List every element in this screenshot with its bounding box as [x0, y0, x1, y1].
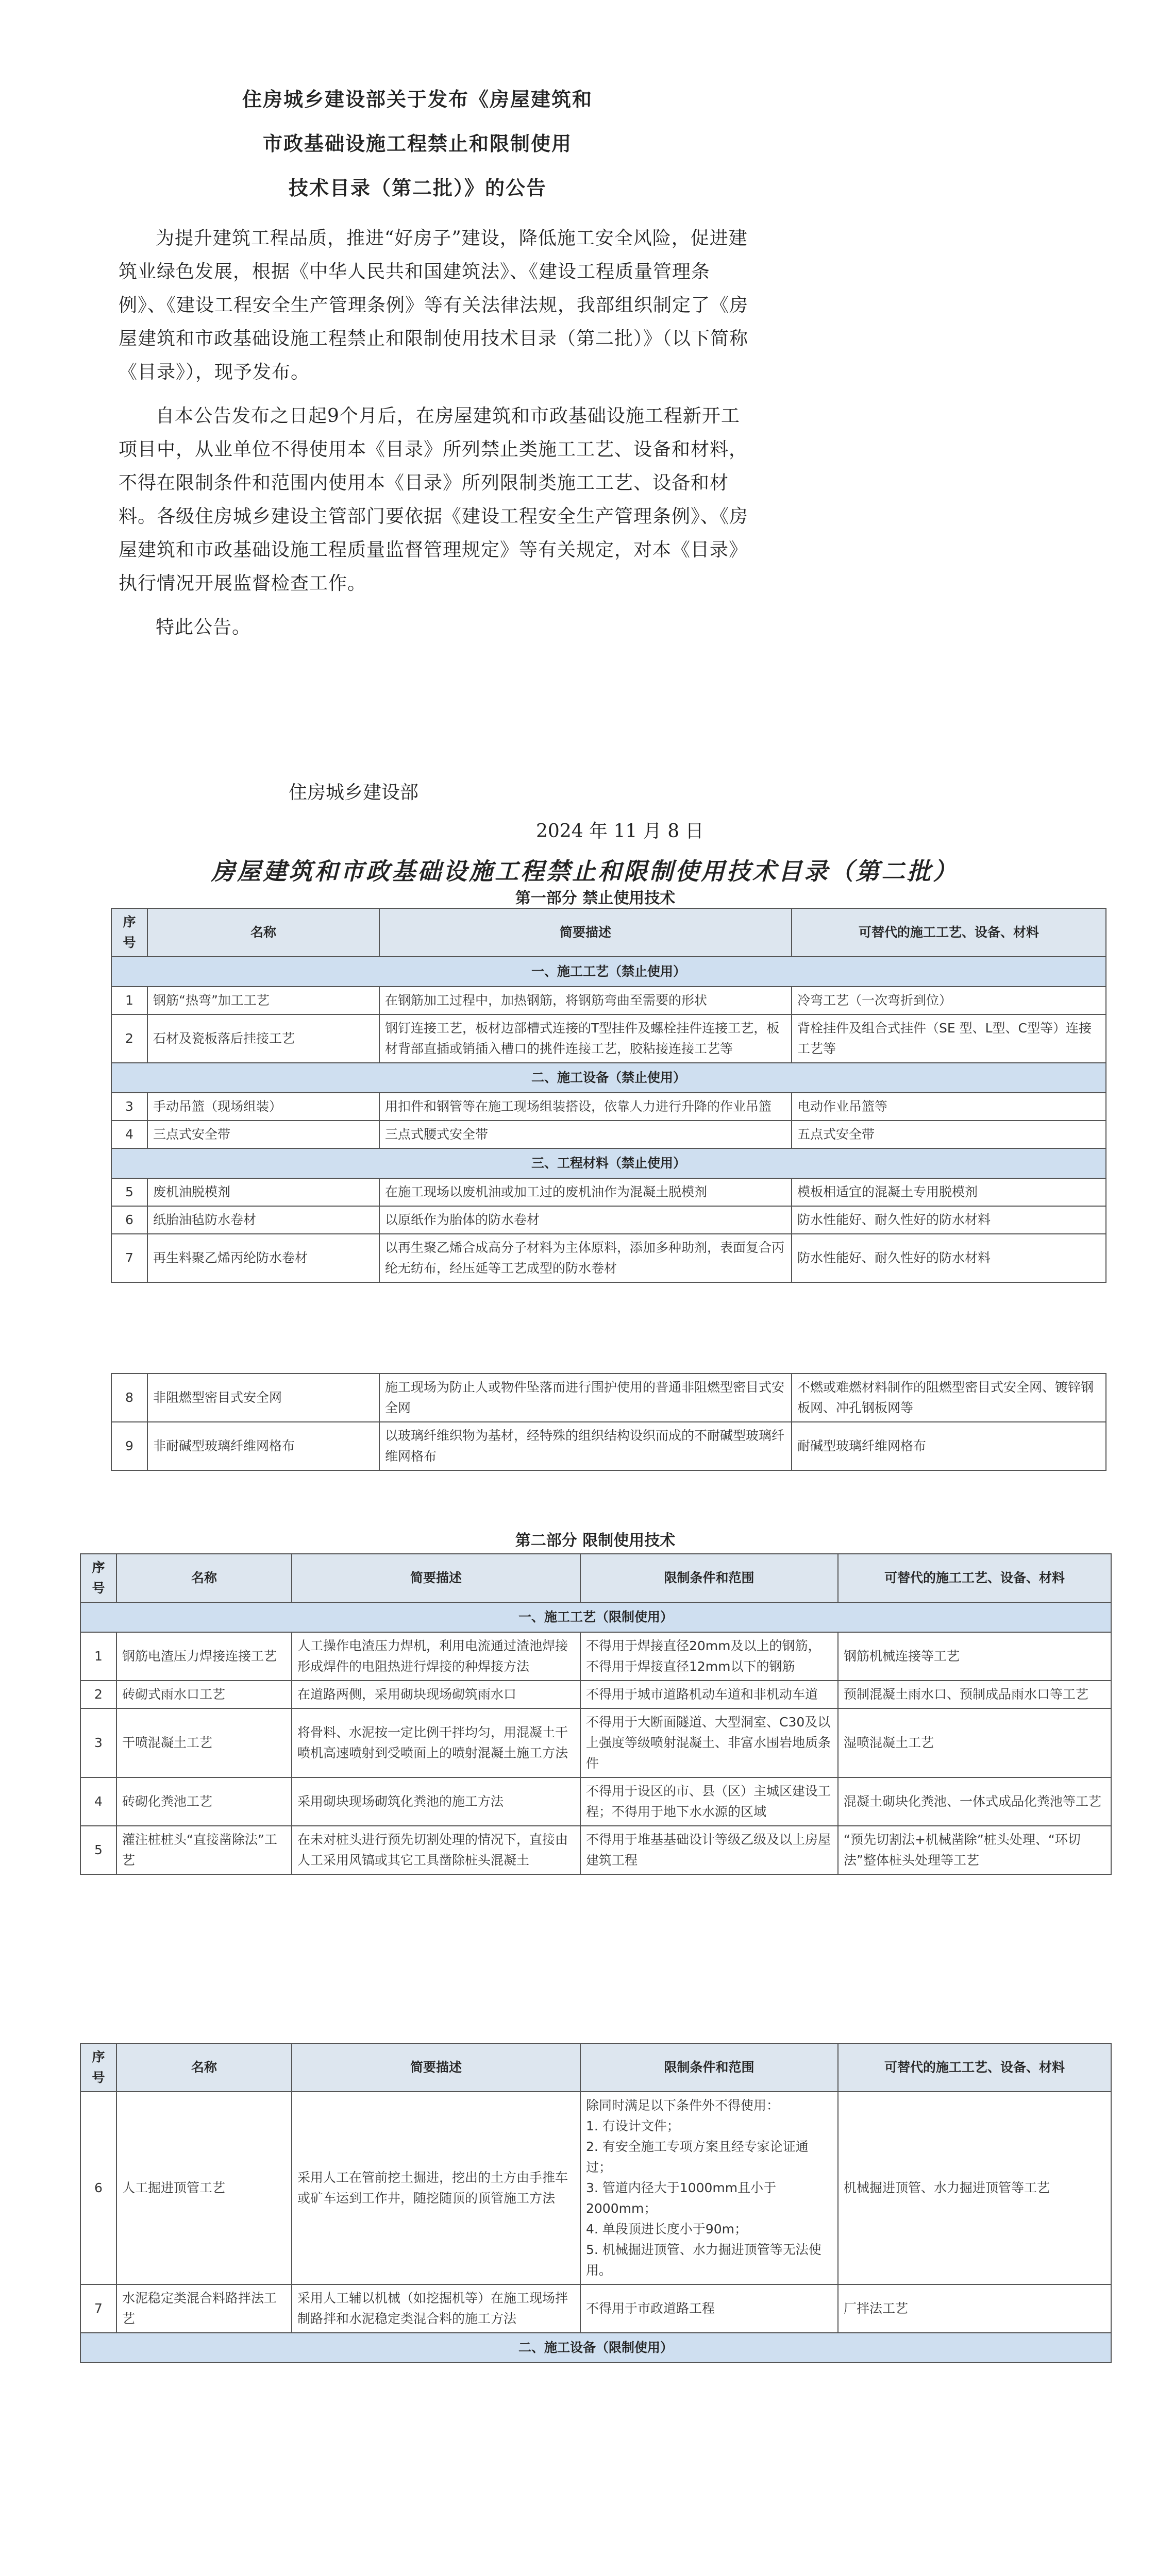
table-cell: 灌注桩桩头“直接凿除法”工艺 — [116, 1826, 292, 1874]
section-title: 三、工程材料（禁止使用） — [111, 1148, 1106, 1178]
signature: 住房城乡建设部 — [289, 782, 419, 803]
table-row — [111, 1422, 1106, 1470]
table-cell: 水泥稳定类混合料路拌法工艺 — [116, 2284, 292, 2333]
table-row — [111, 987, 1106, 1014]
table-cell: 以原纸作为胎体的防水卷材 — [379, 1206, 792, 1234]
table-cell: 以玻璃纤维织物为基材，经特殊的组织结构设织而成的不耐碱型玻璃纤维网格布 — [379, 1422, 792, 1470]
table-row — [80, 1777, 1111, 1826]
header-cell: 可替代的施工工艺、设备、材料 — [838, 2043, 1111, 2092]
table-cell: 7 — [80, 2284, 116, 2333]
table-cell: 石材及瓷板落后挂接工艺 — [147, 1014, 379, 1063]
table-cell: 不燃或难燃材料制作的阻燃型密目式安全网、镀锌钢板网、冲孔钢板网等 — [792, 1374, 1106, 1422]
header-cell: 可替代的施工工艺、设备、材料 — [792, 908, 1106, 957]
table-row — [80, 2092, 1111, 2284]
table-row — [80, 1632, 1111, 1681]
header-cell: 名称 — [116, 1554, 292, 1602]
paragraph: 特此公告。 — [156, 617, 251, 638]
table-cell: 预制混凝土雨水口、预制成品雨水口等工艺 — [838, 1681, 1111, 1708]
table-cell: 将骨料、水泥按一定比例干拌均匀，用混凝土干喷机高速喷射到受喷面上的喷射混凝土施工方法 — [292, 1708, 580, 1777]
table-cell: 废机油脱模剂 — [147, 1178, 379, 1206]
table-cell: 五点式安全带 — [792, 1121, 1106, 1148]
announcement-body — [119, 222, 752, 654]
header-cell: 限制条件和范围 — [580, 2043, 838, 2092]
table-cell: 7 — [111, 1234, 147, 1282]
header-cell: 序号 — [111, 908, 147, 957]
table-cell: 不得用于城市道路机动车道和非机动车道 — [580, 1681, 838, 1708]
table-row — [111, 1206, 1106, 1234]
table-cell: 2 — [111, 1014, 147, 1063]
header-cell: 名称 — [116, 2043, 292, 2092]
table-cell: 6 — [111, 1206, 147, 1234]
part2-table — [80, 1553, 1112, 1875]
date: 2024 年 11 月 8 日 — [536, 821, 704, 842]
table-cell: 不得用于焊接直径20mm及以上的钢筋，不得用于焊接直径12mm以下的钢筋 — [580, 1632, 838, 1681]
table-cell: 防水性能好、耐久性好的防水材料 — [792, 1234, 1106, 1282]
table-cell: 钢钉连接工艺，板材边部槽式连接的T型挂件及螺栓挂件连接工艺，板材背部直插或销插入槽口的挑件连接工艺，胶粘接连接工艺等 — [379, 1014, 792, 1063]
paragraph: 为提升建筑工程品质，推进“好房子”建设，降低施工安全风险，促进建筑业绿色发展，根据《中华人民共和国建筑法》、《建设工程质量管理条例》、《建设工程安全生产管理条例》等有关法律法规，我部组织制定了《房屋建筑和市政基础设施工程禁止和限制使用技术目录（第二批）》（以下简称《目录》），现予发布。 — [119, 228, 749, 383]
title-line: 市政基础设施工程禁止和限制使用 — [263, 132, 573, 155]
section-row — [80, 2333, 1111, 2363]
table-cell: 4 — [80, 1777, 116, 1826]
section-title: 二、施工设备（禁止使用） — [111, 1063, 1106, 1093]
header-row — [80, 1554, 1111, 1602]
table-cell: 手动吊篮（现场组装） — [147, 1093, 379, 1121]
table-row — [111, 1374, 1106, 1422]
table-cell: 9 — [111, 1422, 147, 1470]
table-cell: 非阻燃型密目式安全网 — [147, 1374, 379, 1422]
table-cell: 背栓挂件及组合式挂件（SE 型、L型、C型等）连接工艺等 — [792, 1014, 1106, 1063]
table-cell: 在施工现场以废机油或加工过的废机油作为混凝土脱模剂 — [379, 1178, 792, 1206]
section-title: 二、施工设备（限制使用） — [80, 2333, 1111, 2363]
table-cell: 钢筋电渣压力焊接连接工艺 — [116, 1632, 292, 1681]
table-row — [80, 2284, 1111, 2333]
table-cell: 砖砌式雨水口工艺 — [116, 1681, 292, 1708]
table-cell: 采用砌块现场砌筑化粪池的施工方法 — [292, 1777, 580, 1826]
table-row — [111, 1121, 1106, 1148]
table-cell: 在未对桩头进行预先切割处理的情况下，直接由人工采用风镐或其它工具凿除桩头混凝土 — [292, 1826, 580, 1874]
table-row — [80, 1708, 1111, 1777]
table-cell: “预先切割法+机械凿除”桩头处理、“环切法”整体桩头处理等工艺 — [838, 1826, 1111, 1874]
table-cell: 防水性能好、耐久性好的防水材料 — [792, 1206, 1106, 1234]
table-cell: 砖砌化粪池工艺 — [116, 1777, 292, 1826]
header-cell: 序号 — [80, 2043, 116, 2092]
table-cell: 三点式腰式安全带 — [379, 1121, 792, 1148]
table-row — [111, 1014, 1106, 1063]
table-row — [111, 1093, 1106, 1121]
table-cell: 耐碱型玻璃纤维网格布 — [792, 1422, 1106, 1470]
catalog-title: 房屋建筑和市政基础设施工程禁止和限制使用技术目录（第二批） — [211, 857, 959, 885]
table-cell: 干喷混凝土工艺 — [116, 1708, 292, 1777]
table-row — [111, 1234, 1106, 1282]
table-cell: 3 — [111, 1093, 147, 1121]
header-row — [80, 2043, 1111, 2092]
header-cell: 简要描述 — [292, 1554, 580, 1602]
table-cell: 5 — [111, 1178, 147, 1206]
table-cell: 除同时满足以下条件外不得使用： 1. 有设计文件； 2. 有安全施工专项方案且经专家论证通过； 3. 管道内径大于1000mm且小于2000mm； 4. 单段顶进长度小于90m； 5. 机械掘进顶管、水力掘进顶管等无法使用。 — [580, 2092, 838, 2284]
part2-heading: 第二部分 限制使用技术 — [515, 1532, 676, 1550]
table-row — [111, 1178, 1106, 1206]
table-cell: 不得用于堆基基础设计等级乙级及以上房屋建筑工程 — [580, 1826, 838, 1874]
announcement-title — [242, 77, 706, 210]
table-cell: 1 — [80, 1632, 116, 1681]
table-cell: 施工现场为防止人或物件坠落而进行围护使用的普通非阻燃型密目式安全网 — [379, 1374, 792, 1422]
table-cell: 在道路两侧，采用砌块现场砌筑雨水口 — [292, 1681, 580, 1708]
title-line: 技术目录（第二批）》的公告 — [289, 176, 547, 199]
header-cell: 序号 — [80, 1554, 116, 1602]
section-row — [111, 957, 1106, 987]
table-cell: 模板相适宜的混凝土专用脱模剂 — [792, 1178, 1106, 1206]
part2-table — [80, 2043, 1112, 2363]
table-cell: 5 — [80, 1826, 116, 1874]
table-cell: 人工操作电渣压力焊机，利用电流通过渣池焊接形成焊件的电阻热进行焊接的种焊接方法 — [292, 1632, 580, 1681]
table-cell: 采用人工在管前挖土掘进，挖出的土方由手推车或矿车运到工作井，随挖随顶的顶管施工方法 — [292, 2092, 580, 2284]
section-title: 一、施工工艺（禁止使用） — [111, 957, 1106, 987]
title-line: 住房城乡建设部关于发布《房屋建筑和 — [242, 88, 593, 111]
table-cell: 8 — [111, 1374, 147, 1422]
table-cell: 不得用于设区的市、县（区）主城区建设工程；不得用于地下水水源的区域 — [580, 1777, 838, 1826]
header-cell: 简要描述 — [379, 908, 792, 957]
table-cell: 1 — [111, 987, 147, 1014]
table-cell: 纸胎油毡防水卷材 — [147, 1206, 379, 1234]
table-cell: 三点式安全带 — [147, 1121, 379, 1148]
part1-heading: 第一部分 禁止使用技术 — [515, 889, 676, 907]
header-cell: 简要描述 — [292, 2043, 580, 2092]
table-cell: 湿喷混凝土工艺 — [838, 1708, 1111, 1777]
section-title: 一、施工工艺（限制使用） — [80, 1602, 1111, 1632]
table-cell: 在钢筋加工过程中，加热钢筋，将钢筋弯曲至需要的形状 — [379, 987, 792, 1014]
table-row — [80, 1826, 1111, 1874]
table-cell: 3 — [80, 1708, 116, 1777]
table-cell: 不得用于市政道路工程 — [580, 2284, 838, 2333]
section-row — [111, 1148, 1106, 1178]
table-cell: 再生料聚乙烯丙纶防水卷材 — [147, 1234, 379, 1282]
table-cell: 钢筋机械连接等工艺 — [838, 1632, 1111, 1681]
table-cell: 以再生聚乙烯合成高分子材料为主体原料，添加多种助剂，表面复合丙纶无纺布，经压延等工艺成型的防水卷材 — [379, 1234, 792, 1282]
table-cell: 4 — [111, 1121, 147, 1148]
header-cell: 名称 — [147, 908, 379, 957]
section-row — [111, 1063, 1106, 1093]
table-cell: 人工掘进顶管工艺 — [116, 2092, 292, 2284]
table-cell: 机械掘进顶管、水力掘进顶管等工艺 — [838, 2092, 1111, 2284]
table-cell: 采用人工辅以机械（如挖掘机等）在施工现场拌制路拌和水泥稳定类混合料的施工方法 — [292, 2284, 580, 2333]
header-cell: 限制条件和范围 — [580, 1554, 838, 1602]
table-cell: 钢筋“热弯”加工工艺 — [147, 987, 379, 1014]
table-cell: 用扣件和钢管等在施工现场组装搭设，依靠人力进行升降的作业吊篮 — [379, 1093, 792, 1121]
table-cell: 冷弯工艺（一次弯折到位） — [792, 987, 1106, 1014]
table-cell: 非耐碱型玻璃纤维网格布 — [147, 1422, 379, 1470]
part1-table — [111, 908, 1106, 1283]
table-cell: 6 — [80, 2092, 116, 2284]
header-cell: 可替代的施工工艺、设备、材料 — [838, 1554, 1111, 1602]
table-cell: 厂拌法工艺 — [838, 2284, 1111, 2333]
table-cell: 不得用于大断面隧道、大型洞室、C30及以上强度等级喷射混凝土、非富水围岩地质条件 — [580, 1708, 838, 1777]
table-cell: 混凝土砌块化粪池、一体式成品化粪池等工艺 — [838, 1777, 1111, 1826]
table-cell: 2 — [80, 1681, 116, 1708]
section-row — [80, 1602, 1111, 1632]
paragraph: 自本公告发布之日起9个月后，在房屋建筑和市政基础设施工程新开工项目中，从业单位不得使用本《目录》所列禁止类施工工艺、设备和材料，不得在限制条件和范围内使用本《目录》所列限制类施工工艺、设备和材料。各级住房城乡建设主管部门要依据《建设工程安全生产管理条例》、《房屋建筑和市政基础设施工程质量监督管理规定》等有关规定，对本《目录》执行情况开展监督检查工作。 — [119, 405, 749, 594]
table-cell: 电动作业吊篮等 — [792, 1093, 1106, 1121]
part1-table-continued — [111, 1373, 1106, 1471]
table-row — [80, 1681, 1111, 1708]
header-row — [111, 908, 1106, 957]
